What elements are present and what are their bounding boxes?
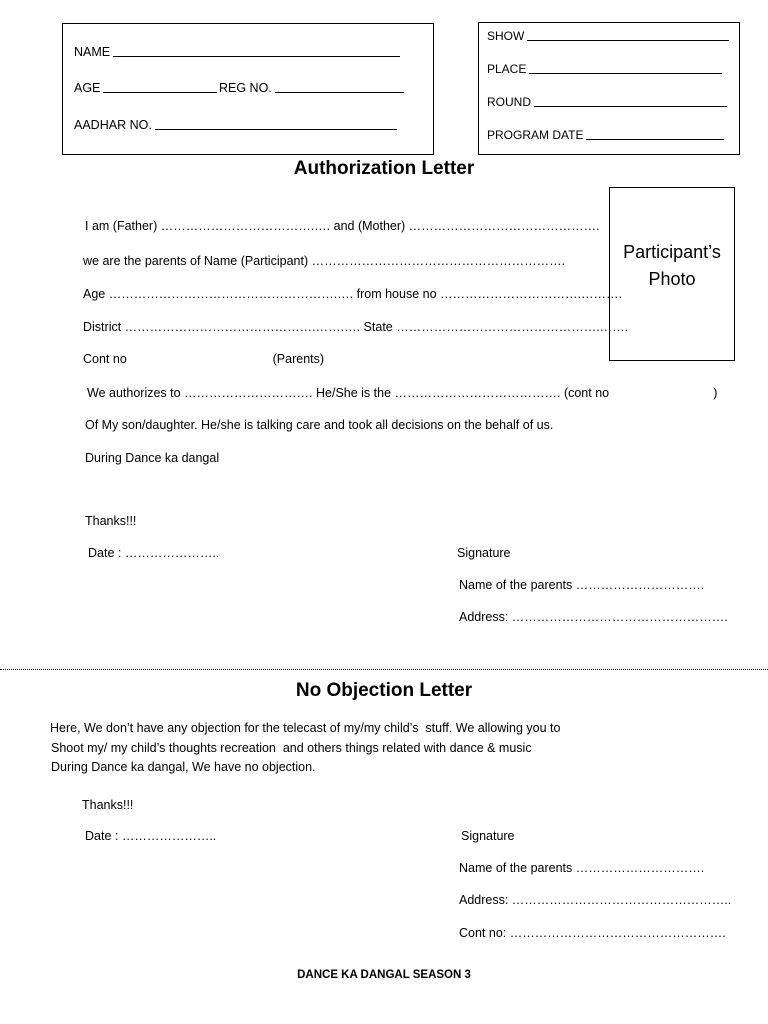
name-field[interactable]	[74, 45, 400, 59]
auth-line-cont-no: Cont no (Parents)	[83, 352, 325, 366]
round-label: ROUND	[487, 95, 531, 109]
name-label: NAME	[74, 45, 111, 59]
aadhar-field[interactable]	[74, 118, 397, 132]
auth-line-parents: I am (Father) ……………………………….…. and (Mother) ……………………………………….	[85, 219, 600, 233]
noc-thanks: Thanks!!!	[82, 798, 134, 812]
auth-line-age-house: Age ……………………………………………….…. from house no …………………………….……….	[83, 287, 622, 301]
age-field[interactable]	[74, 81, 217, 95]
aadhar-label: AADHAR NO.	[74, 118, 152, 132]
program-date-label: PROGRAM DATE	[487, 128, 584, 142]
auth-line-during: During Dance ka dangal	[85, 451, 220, 465]
reg-no-label: REG NO.	[219, 81, 272, 95]
auth-line-district-state: District ……………………………………….…….…. State ………………………………………….…….	[83, 320, 629, 334]
auth-signature[interactable]: Signature	[457, 546, 511, 560]
noc-name-of-parents[interactable]: Name of the parents ………………………….	[459, 861, 705, 875]
age-label: AGE	[74, 81, 101, 95]
participant-photo-box[interactable]	[609, 187, 735, 361]
show-field[interactable]	[487, 29, 729, 43]
noc-cont-no[interactable]: Cont no: …………………………………………….	[459, 926, 726, 940]
round-field[interactable]	[487, 95, 727, 109]
auth-line-participant: we are the parents of Name (Participant) …………………………………………………….	[83, 254, 566, 268]
auth-line-son-daughter: Of My son/daughter. He/she is talking care and took all decisions on the behalf of us.	[85, 418, 554, 432]
photo-label: Participant’s Photo	[623, 242, 721, 289]
footer-season-title: DANCE KA DANGAL SEASON 3	[297, 969, 471, 981]
noc-body-line-3: During Dance ka dangal, We have no objection.	[51, 760, 316, 774]
place-field[interactable]	[487, 62, 722, 76]
show-label: SHOW	[487, 29, 525, 43]
noc-body-line-1: Here, We don’t have any objection for the telecast of my/my child’s stuff. We allowing you to	[50, 721, 561, 735]
place-label: PLACE	[487, 62, 527, 76]
reg-no-field[interactable]	[219, 81, 404, 95]
program-date-field[interactable]	[487, 128, 724, 142]
auth-thanks: Thanks!!!	[85, 514, 137, 528]
cut-line-separator	[0, 669, 768, 670]
auth-line-authorizes: We authorizes to …………………………. He/She is the …………………………………. (cont no )	[87, 386, 718, 400]
noc-address[interactable]: Address: ……………………………………………..	[459, 893, 732, 907]
noc-signature[interactable]: Signature	[461, 829, 515, 843]
auth-address[interactable]: Address: …………………………………………….	[459, 610, 728, 624]
authorization-title: Authorization Letter	[293, 158, 475, 179]
auth-date[interactable]: Date : …………………..	[88, 546, 220, 560]
noc-body-line-2: Shoot my/ my child’s thoughts recreation and others things related with dance & music	[51, 741, 532, 755]
noc-date[interactable]: Date : …………………..	[85, 829, 217, 843]
auth-name-of-parents[interactable]: Name of the parents ………………………….	[459, 578, 705, 592]
no-objection-title: No Objection Letter	[295, 680, 473, 701]
